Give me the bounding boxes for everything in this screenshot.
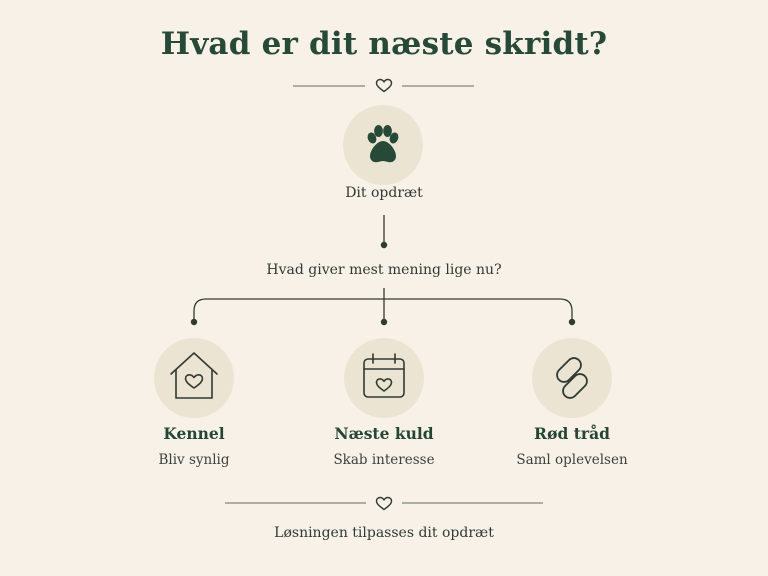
option-naeste-kuld-title: Næste kuld [334, 424, 434, 443]
footer-text: Løsningen tilpasses dit opdræt [274, 525, 494, 541]
option-roed-traad-subtitle: Saml oplevelsen [516, 452, 628, 468]
house-heart-icon [154, 338, 234, 418]
option-naeste-kuld-circle[interactable] [344, 338, 424, 418]
option-kennel-circle[interactable] [154, 338, 234, 418]
root-circle [343, 105, 423, 185]
paw-icon [343, 105, 423, 185]
option-kennel-subtitle: Bliv synlig [158, 452, 230, 468]
option-roed-traad-circle[interactable] [532, 338, 612, 418]
question-text: Hvad giver mest mening lige nu? [266, 262, 502, 278]
page-title: Hvad er dit næste skridt? [160, 26, 608, 62]
branch-dot-left [191, 319, 197, 325]
calendar-heart-icon [344, 338, 424, 418]
root-connector-dot [381, 242, 387, 248]
root-label: Dit opdræt [345, 185, 423, 201]
chain-link-icon [532, 338, 612, 418]
option-kennel-title: Kennel [163, 424, 225, 443]
top-divider-heart-icon [377, 80, 392, 92]
option-roed-traad-title: Rød tråd [534, 424, 610, 443]
branch-dot-right [569, 319, 575, 325]
branch-bracket [194, 299, 572, 320]
option-naeste-kuld-subtitle: Skab interesse [333, 452, 435, 468]
bottom-divider-heart-icon [377, 498, 392, 510]
branch-dot-center [381, 319, 387, 325]
